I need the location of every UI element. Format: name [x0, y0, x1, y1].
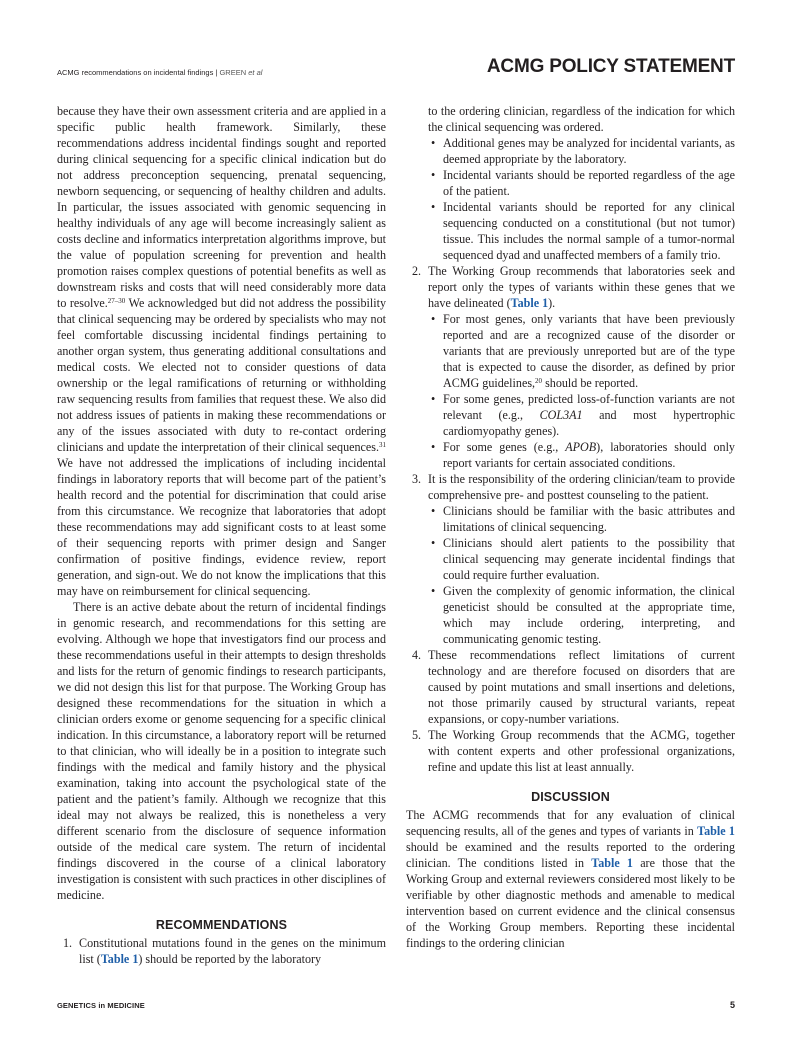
table-1-link[interactable]: Table 1	[591, 856, 633, 870]
running-title: ACMG recommendations on incidental findings	[57, 68, 214, 77]
bullet-item: • For most genes, only variants that have been previously reported and are a recognized cause of the disorder or variants that are previously unreported but are of the type that is expected to cause the disorder, as defined by prior ACMG guidelines,$^{20}$ should be reported.	[431, 312, 735, 390]
bullet-list	[428, 135, 735, 263]
bullet-item: • For some genes, predicted loss-of-function variants are not relevant (e.g., COL3A1 and most hypertrophic cardiomyopathy genes).	[431, 392, 735, 438]
section-label: ACMG POLICY STATEMENT	[486, 56, 735, 77]
bullet-item: • Clinicians should alert patients to the possibility that clinical sequencing may generate incidental findings that could require further evaluation.	[431, 536, 735, 582]
bullet-item: • Incidental variants should be reported regardless of the age of the patient.	[431, 168, 735, 198]
recommendation-item: 1. Constitutional mutations found in the genes on the minimum list (Table 1) should be reported by the laboratory	[63, 936, 386, 966]
reference-citation[interactable]: 31	[379, 441, 386, 449]
recommendations-heading: RECOMMENDATIONS	[155, 918, 288, 932]
recommendation-item: 3. It is the responsibility of the ordering clinician/team to provide comprehensive pre- and posttest counseling to the patient. • Clinicians should be familiar with the basic attributes and limitations of clinical sequencing. • Clinicians should alert patients to the possibility that clinical sequencing may generate incidental findings that could require further evaluation. • Given the complexity of genomic information, the clinical geneticist should be consulted at the appropriate time, which may include ordering, interpreting, and communicating genomic testing.	[412, 472, 735, 646]
table-1-link[interactable]: Table 1	[100, 952, 139, 966]
header-authors: GREEN et al	[219, 68, 263, 77]
bullet-item: • Incidental variants should be reported for any clinical sequencing conducted on a constitutional (but not tumor) tissue. This includes the normal sample of a tumor-normal sequenced dyad and unaffected members of a family trio.	[431, 200, 735, 262]
paragraph-discussion: The ACMG recommends that for any evaluation of clinical sequencing results, all of the genes and types of variants in Table 1 should be examined and the results reported to the ordering clinician. The conditions listed in Table 1 are those that the Working Group and external reviewers considered most likely to be verifiable by other diagnostic methods and amenable to medical intervention based on current evidence and the clinical consensus of the Working Group members. Reporting these incidental findings to the ordering clinician	[406, 808, 736, 950]
paragraph-research: There is an active debate about the return of incidental findings in genomic research, and recommendations for this setting are evolving. Although we hope that investigators find our process and these recommendations useful in their attempts to design thresholds and lists for the return of genomic findings to research participants, we did not design this list for that purpose. The Working Group has designed these recommendations for the situation in which a clinician orders exome or genome sequencing for a specific clinical indication. In this circumstance, a laboratory report will be returned to that clinician, who will ideally be in a position to integrate such findings with the medical and family history and the physical examination, taking into account the psychological state of the patient and the patient’s family. Although we recognize that this ideal may not always be realized, this is nonetheless a very different scenario from the disclosure of sequence information outside of the medical care system. The return of incidental findings discovered in the course of a clinical laboratory investigation is consistent with such practices in other disciplines of medicine.	[57, 600, 386, 902]
recommendations-list-continued	[406, 103, 735, 775]
reference-citation[interactable]: 20	[535, 377, 543, 385]
recommendations-list	[57, 935, 386, 967]
bullet-list	[428, 311, 735, 471]
table-1-link[interactable]: Table 1	[510, 296, 549, 310]
bullet-item: • Additional genes may be analyzed for incidental variants, as deemed appropriate by the laboratory.	[431, 136, 735, 166]
table-1-link[interactable]: Table 1	[697, 824, 735, 838]
page-number: 5	[729, 1000, 735, 1010]
paragraph-scope: because they have their own assessment criteria and are applied in a specific public health framework. Similarly, these recommendations address incidental findings sought and reported during clinical sequencing for a specific clinical indication but do not address preconception sequencing, prenatal sequencing, newborn sequencing, or sequencing of healthy children and adults. In particular, the issues associated with genomic sequencing in healthy individuals of any age will become increasingly salient as costs decline and informatics interpretation algorithms improve, but the value of population screening for prevention and health promotion raises complex questions of potential benefits as well as downstream risks and costs that will need considerably more data to resolve.$^{27-30}$ We acknowledged but did not address the possibility that clinical sequencing may be ordered by specialists who may not feel comfortable discussing incidental findings pertaining to another organ system, thus generating additional consultations and medical costs. We elected not to consider questions of data ownership or the legal ramifications of returning or withholding raw sequencing results from families that request these. We also did not address issues of patients in making these recommendations or any of the issues associated with duty to re-contact ordering clinicians and update the interpretation of their clinical sequences.$^{31}$ We have not addressed the implications of including incidental findings in laboratory reports that will become part of the patient’s health record and the potential for discrimination that could arise from this circumstance. We recognize that laboratories that adopt these recommendations may add significant costs to at least some of their sequencing reports with primer design and Sanger confirmation of positive findings, evidence review, report generation, and sign-out. We do not know the implications that this may have on reimbursement for clinical sequencing.	[57, 104, 386, 598]
bullet-item: • For some genes (e.g., APOB), laboratories should only report variants for certain associated conditions.	[431, 440, 735, 470]
reference-citation[interactable]: 27–30	[107, 297, 126, 305]
left-column	[57, 103, 386, 967]
recommendation-item	[406, 103, 735, 263]
recommendation-continuation: to the ordering clinician, regardless of the indication for which the clinical sequencing was ordered.	[428, 104, 735, 134]
recommendation-item: 2. The Working Group recommends that laboratories seek and report only the types of variants within these genes that we have delineated (Table 1). • For most genes, only variants that have been previously reported and are a recognized cause of the disorder or variants that are previously unreported but are of the type that is expected to cause the disorder, as defined by prior ACMG guidelines,$^{20}$ should be reported. • For some genes, predicted loss-of-function variants are not relevant (e.g., COL3A1 and most hypertrophic cardiomyopathy genes). • For some genes (e.g., APOB), laboratories should only report variants for certain associated conditions.	[412, 264, 735, 470]
gene-name: COL3A1	[539, 408, 583, 422]
running-header	[57, 68, 262, 77]
recommendation-item: 4. These recommendations reflect limitations of current technology and are therefore focused on disorders that are caused by point mutations and small insertions and deletions, not those primarily caused by structural variants, repeat expansions, or copy-number variations.	[412, 648, 735, 726]
bullet-list	[428, 503, 735, 647]
recommendation-item: 5. The Working Group recommends that the ACMG, together with content experts and other professional organizations, refine and update this list at least annually.	[412, 728, 735, 774]
gene-name: APOB	[565, 440, 597, 454]
header-separator: |	[215, 68, 218, 77]
bullet-item: • Clinicians should be familiar with the basic attributes and limitations of clinical sequencing.	[431, 504, 735, 534]
right-column	[406, 103, 735, 951]
journal-name: GENETICS in MEDICINE	[57, 1001, 145, 1010]
discussion-heading: DISCUSSION	[531, 790, 610, 804]
bullet-item: • Given the complexity of genomic information, the clinical geneticist should be consulted at the appropriate time, which may include ordering, interpreting, and communicating genomic testing.	[431, 584, 735, 646]
